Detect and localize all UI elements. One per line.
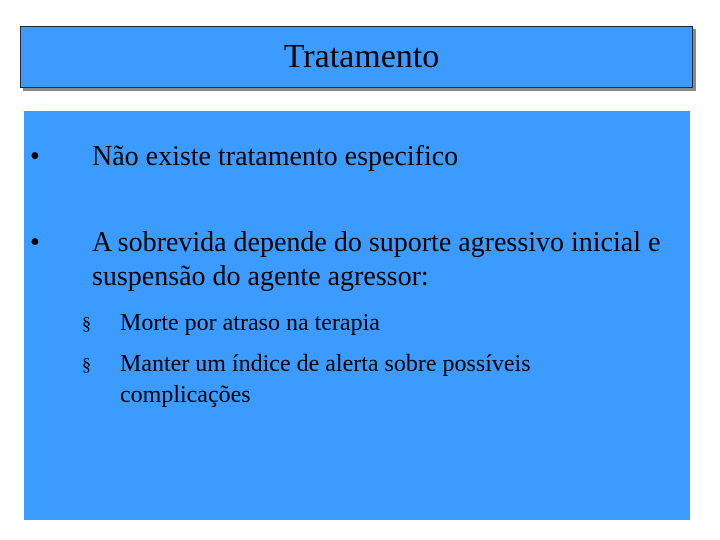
sub-bullet-text: Manter um índice de alerta sobre possíveis complicações (120, 351, 531, 408)
bullet-icon: • (30, 227, 40, 258)
sub-bullet-text: Morte por atraso na terapia (120, 310, 380, 336)
section-sign-icon: § (82, 313, 91, 333)
content-panel (24, 111, 690, 520)
bullet-text: Não existe tratamento especifico (92, 141, 459, 172)
section-sign-icon: § (82, 354, 91, 374)
bullet-text: A sobrevida depende do suporte agressivo inicial e suspensão do agente agressor: (92, 227, 661, 292)
bullet-icon: • (30, 141, 40, 172)
title-panel (20, 26, 693, 88)
slide-title: Tratamento (283, 38, 440, 75)
